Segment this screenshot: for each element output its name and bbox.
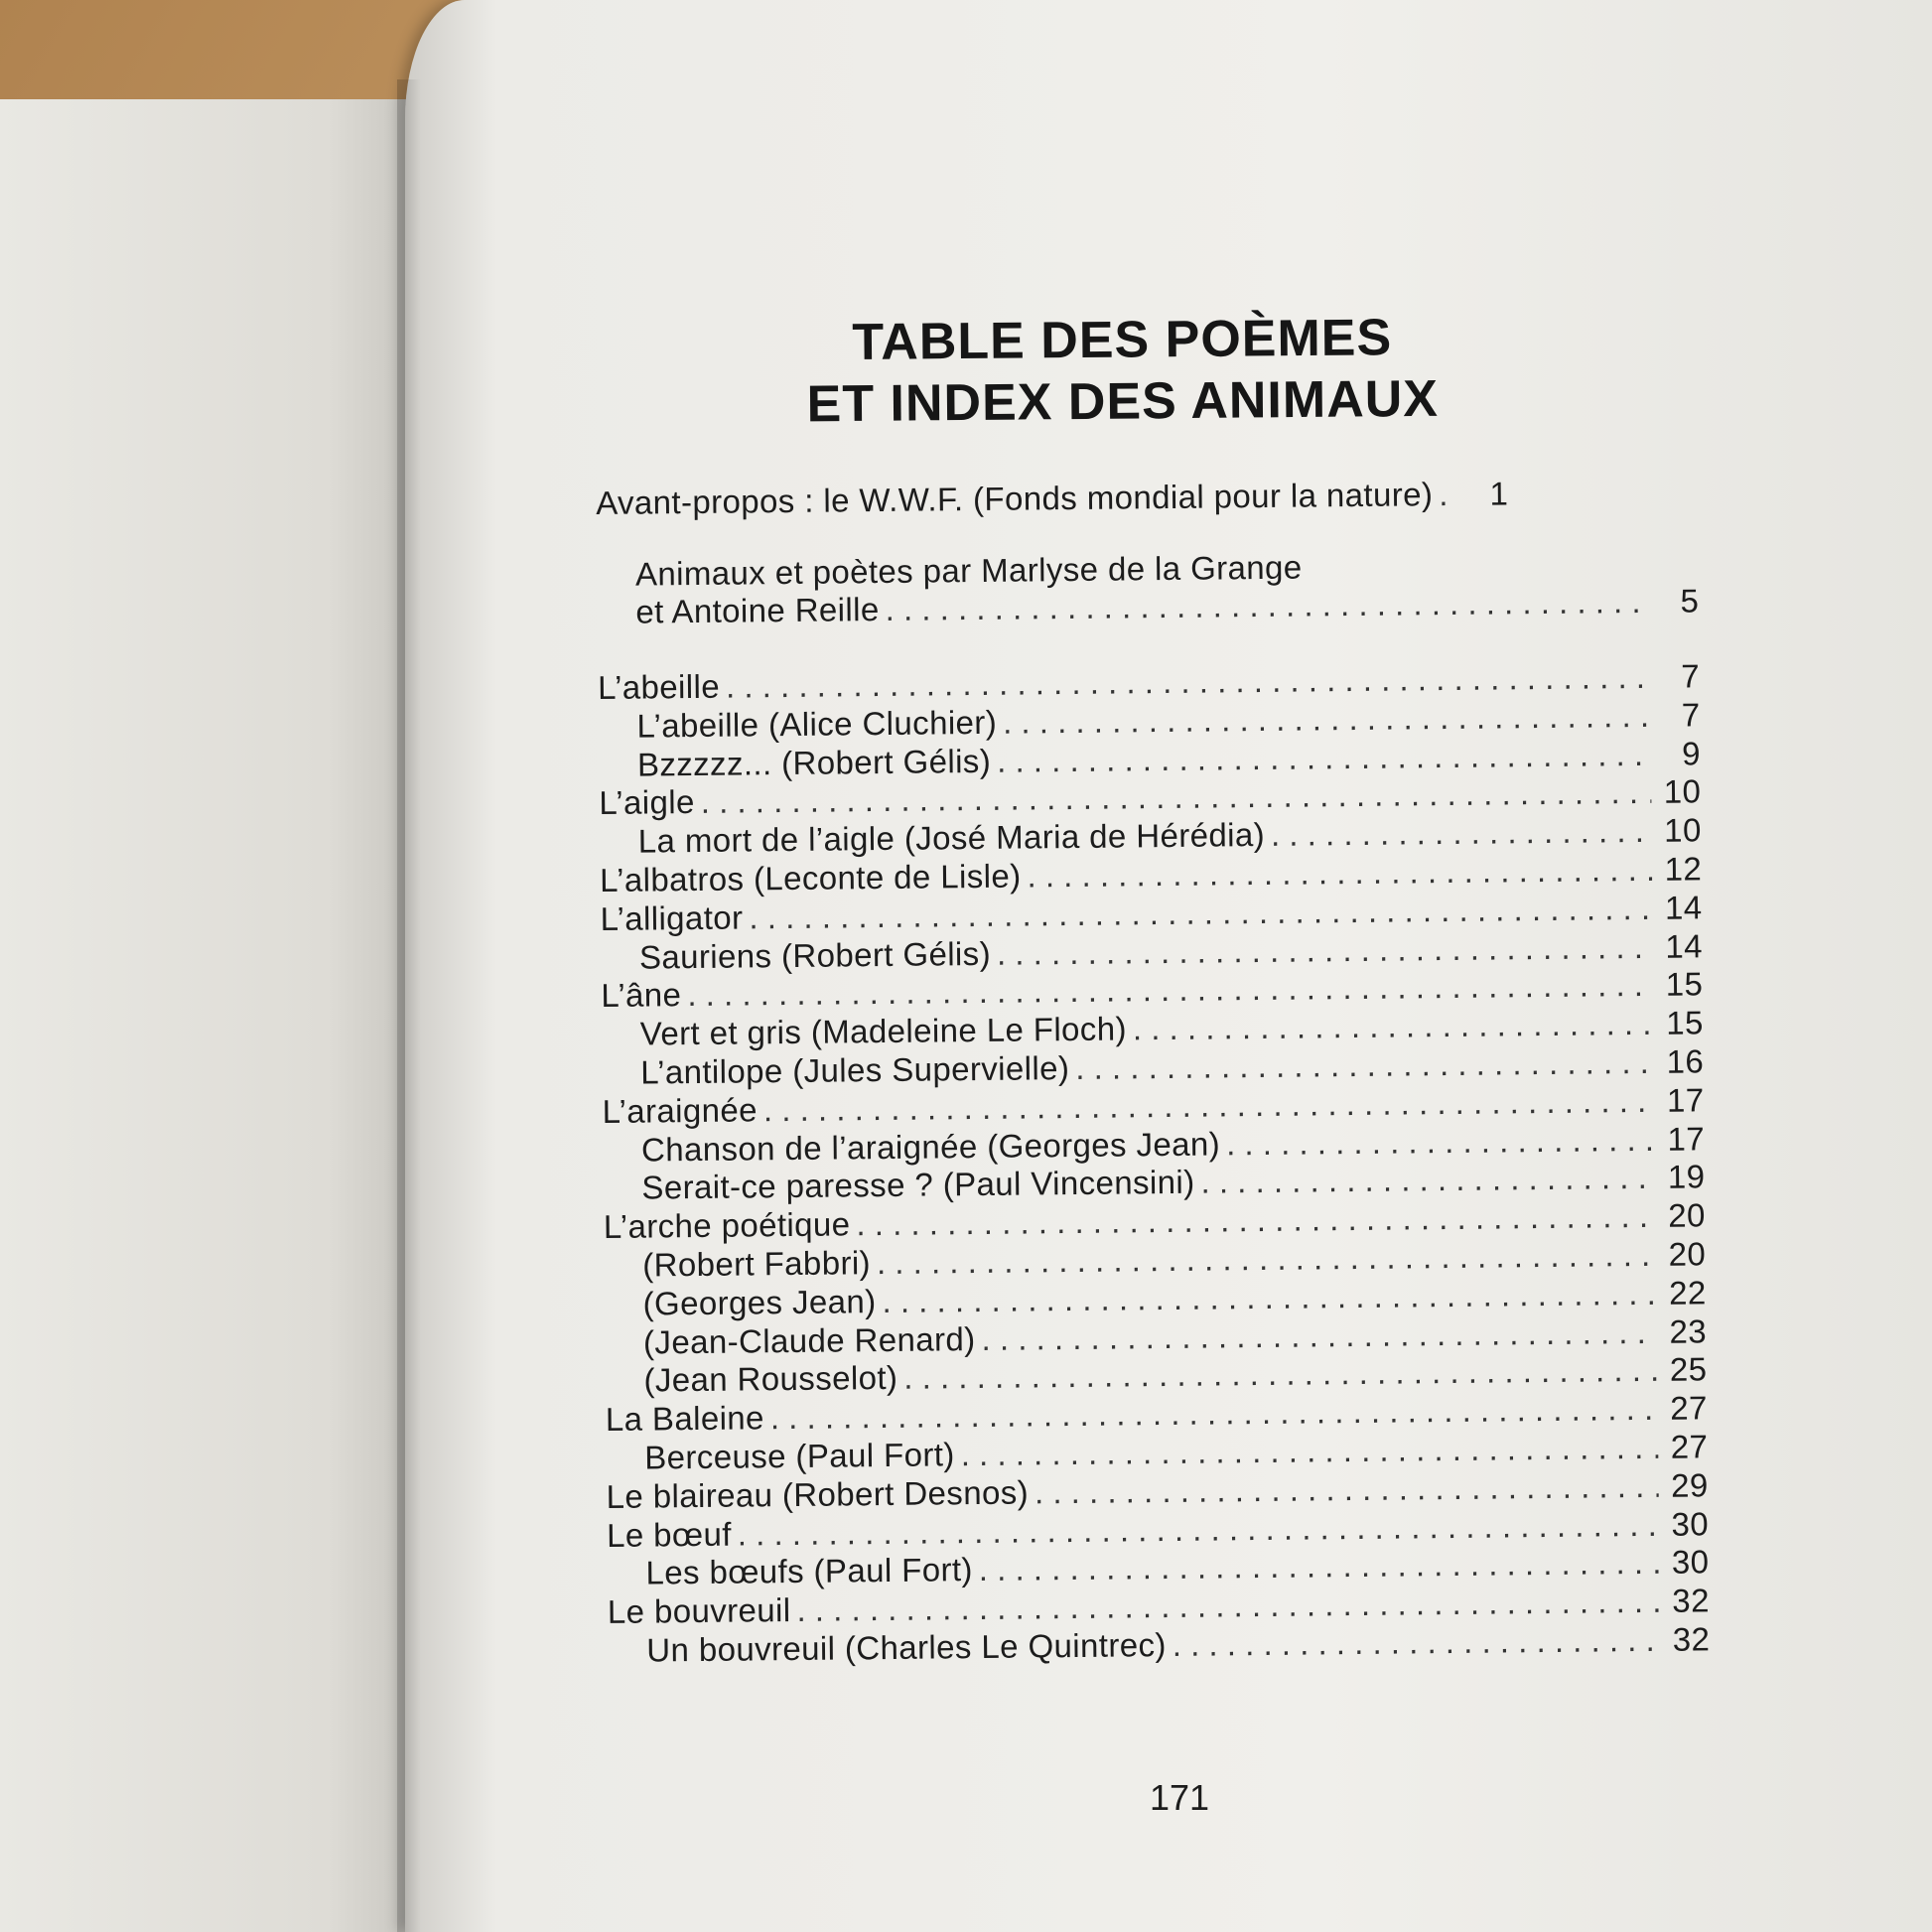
page-number: 171 <box>1149 1777 1210 1818</box>
toc-entry-label: (Jean-Claude Renard) <box>642 1319 976 1361</box>
book-gutter <box>397 79 421 1932</box>
toc-entry-page: 15 <box>1665 965 1704 1004</box>
leader-dots <box>1226 1120 1655 1163</box>
toc-entry-label: (Robert Fabbri) <box>642 1244 872 1284</box>
toc-entry-page: 7 <box>1681 657 1701 695</box>
toc-entry-label: L’âne <box>601 976 682 1015</box>
toc-entry-page: 20 <box>1668 1235 1707 1273</box>
toc-entry-label: Serait-ce paresse ? (Paul Vincensini) <box>641 1164 1195 1206</box>
toc-entry-page: 32 <box>1672 1620 1711 1658</box>
toc-entry-page: 17 <box>1666 1081 1705 1119</box>
title-line-1: TABLE DES POÈMES <box>852 309 1393 371</box>
toc-entry-label: L’abeille <box>597 667 721 706</box>
toc-entry-label: L’antilope (Jules Supervielle) <box>640 1049 1070 1091</box>
table-of-contents <box>596 473 1710 1670</box>
leader-dots <box>1035 1467 1659 1512</box>
toc-entry-label: et Antoine Reille <box>635 591 880 630</box>
toc-entry-label: L’alligator <box>600 898 744 937</box>
toc-entry-page: 1 <box>1489 475 1509 512</box>
leader-dots <box>885 583 1649 628</box>
toc-entry-label: Sauriens (Robert Gélis) <box>638 934 992 976</box>
page-title <box>735 306 1510 436</box>
toc-entry-label: Berceuse (Paul Fort) <box>644 1436 955 1476</box>
toc-entry-page: 7 <box>1681 696 1701 734</box>
leader-dots <box>1133 1005 1654 1048</box>
leader-dots <box>1027 851 1652 896</box>
toc-entry-page: 15 <box>1666 1004 1704 1041</box>
toc-entry-page: 12 <box>1664 850 1703 888</box>
leader-dots <box>1439 476 1458 513</box>
toc-entry-label: L’araignée <box>602 1091 759 1130</box>
toc-entry-label: Bzzzzz... (Robert Gélis) <box>636 742 992 783</box>
toc-entry-label: Le bouvreuil <box>607 1591 791 1631</box>
toc-entry-page: 29 <box>1670 1466 1709 1504</box>
toc-entry-page: 10 <box>1663 811 1702 849</box>
title-line-2: ET INDEX DES ANIMAUX <box>806 369 1440 434</box>
toc-entry-page: 27 <box>1670 1428 1709 1465</box>
toc-entry-label: Les bœufs (Paul Fort) <box>645 1551 973 1591</box>
toc-entry-page: 16 <box>1666 1042 1705 1080</box>
toc-intro-line-1: Animaux et poètes par Marlyse de la Grange <box>634 548 1303 593</box>
toc-entry-page: 19 <box>1667 1158 1706 1196</box>
toc-entry-label: L’abeille (Alice Cluchier) <box>636 703 998 745</box>
toc-entry-page: 25 <box>1669 1350 1708 1389</box>
toc-entry-label: (Jean Rousselot) <box>643 1359 898 1399</box>
toc-entry-label: L’albatros (Leconte de Lisle) <box>599 857 1022 898</box>
toc-entry-page: 17 <box>1667 1119 1706 1158</box>
toc-entry-label: Le bœuf <box>606 1515 732 1554</box>
toc-entry-label: La Baleine <box>605 1399 765 1439</box>
leader-dots <box>1271 812 1652 855</box>
toc-entry-page: 32 <box>1672 1582 1711 1619</box>
toc-entry-page: 14 <box>1665 926 1704 965</box>
toc-entry-page: 5 <box>1680 582 1700 620</box>
toc-entry-page: 10 <box>1663 772 1702 811</box>
toc-entry-page: 30 <box>1671 1543 1710 1582</box>
leader-dots <box>1003 697 1651 743</box>
toc-entry-label: Le blaireau (Robert Desnos) <box>606 1473 1030 1515</box>
toc-entry-page: 27 <box>1670 1389 1708 1427</box>
toc-entry-page: 14 <box>1664 889 1703 926</box>
toc-entry-label: La mort de l’aigle (José Maria de Hérédia) <box>637 816 1266 860</box>
leader-dots <box>1075 1043 1654 1088</box>
leader-dots <box>1173 1621 1661 1665</box>
toc-entry-label: L’arche poétique <box>603 1205 851 1246</box>
toc-entry-label: Vert et gris (Madeleine Le Floch) <box>639 1010 1128 1052</box>
toc-entry-label: L’aigle <box>599 783 695 822</box>
toc-entry-label: Un bouvreuil (Charles Le Quintrec) <box>646 1625 1167 1669</box>
toc-entry-label: (Georges Jean) <box>642 1282 877 1322</box>
left-page <box>0 99 409 1932</box>
toc-entry-page: 30 <box>1671 1504 1710 1543</box>
toc-list <box>598 657 1711 1670</box>
toc-entry-page: 9 <box>1681 734 1702 772</box>
toc-entry-page: 20 <box>1668 1196 1706 1234</box>
toc-entry-label: Chanson de l’araignée (Georges Jean) <box>640 1125 1221 1169</box>
toc-entry-page: 23 <box>1669 1311 1708 1350</box>
toc-entry-page: 22 <box>1668 1274 1707 1311</box>
leader-dots <box>1200 1159 1655 1202</box>
toc-entry-label: Avant-propos : le W.W.F. (Fonds mondial pour la nature) <box>596 476 1434 521</box>
